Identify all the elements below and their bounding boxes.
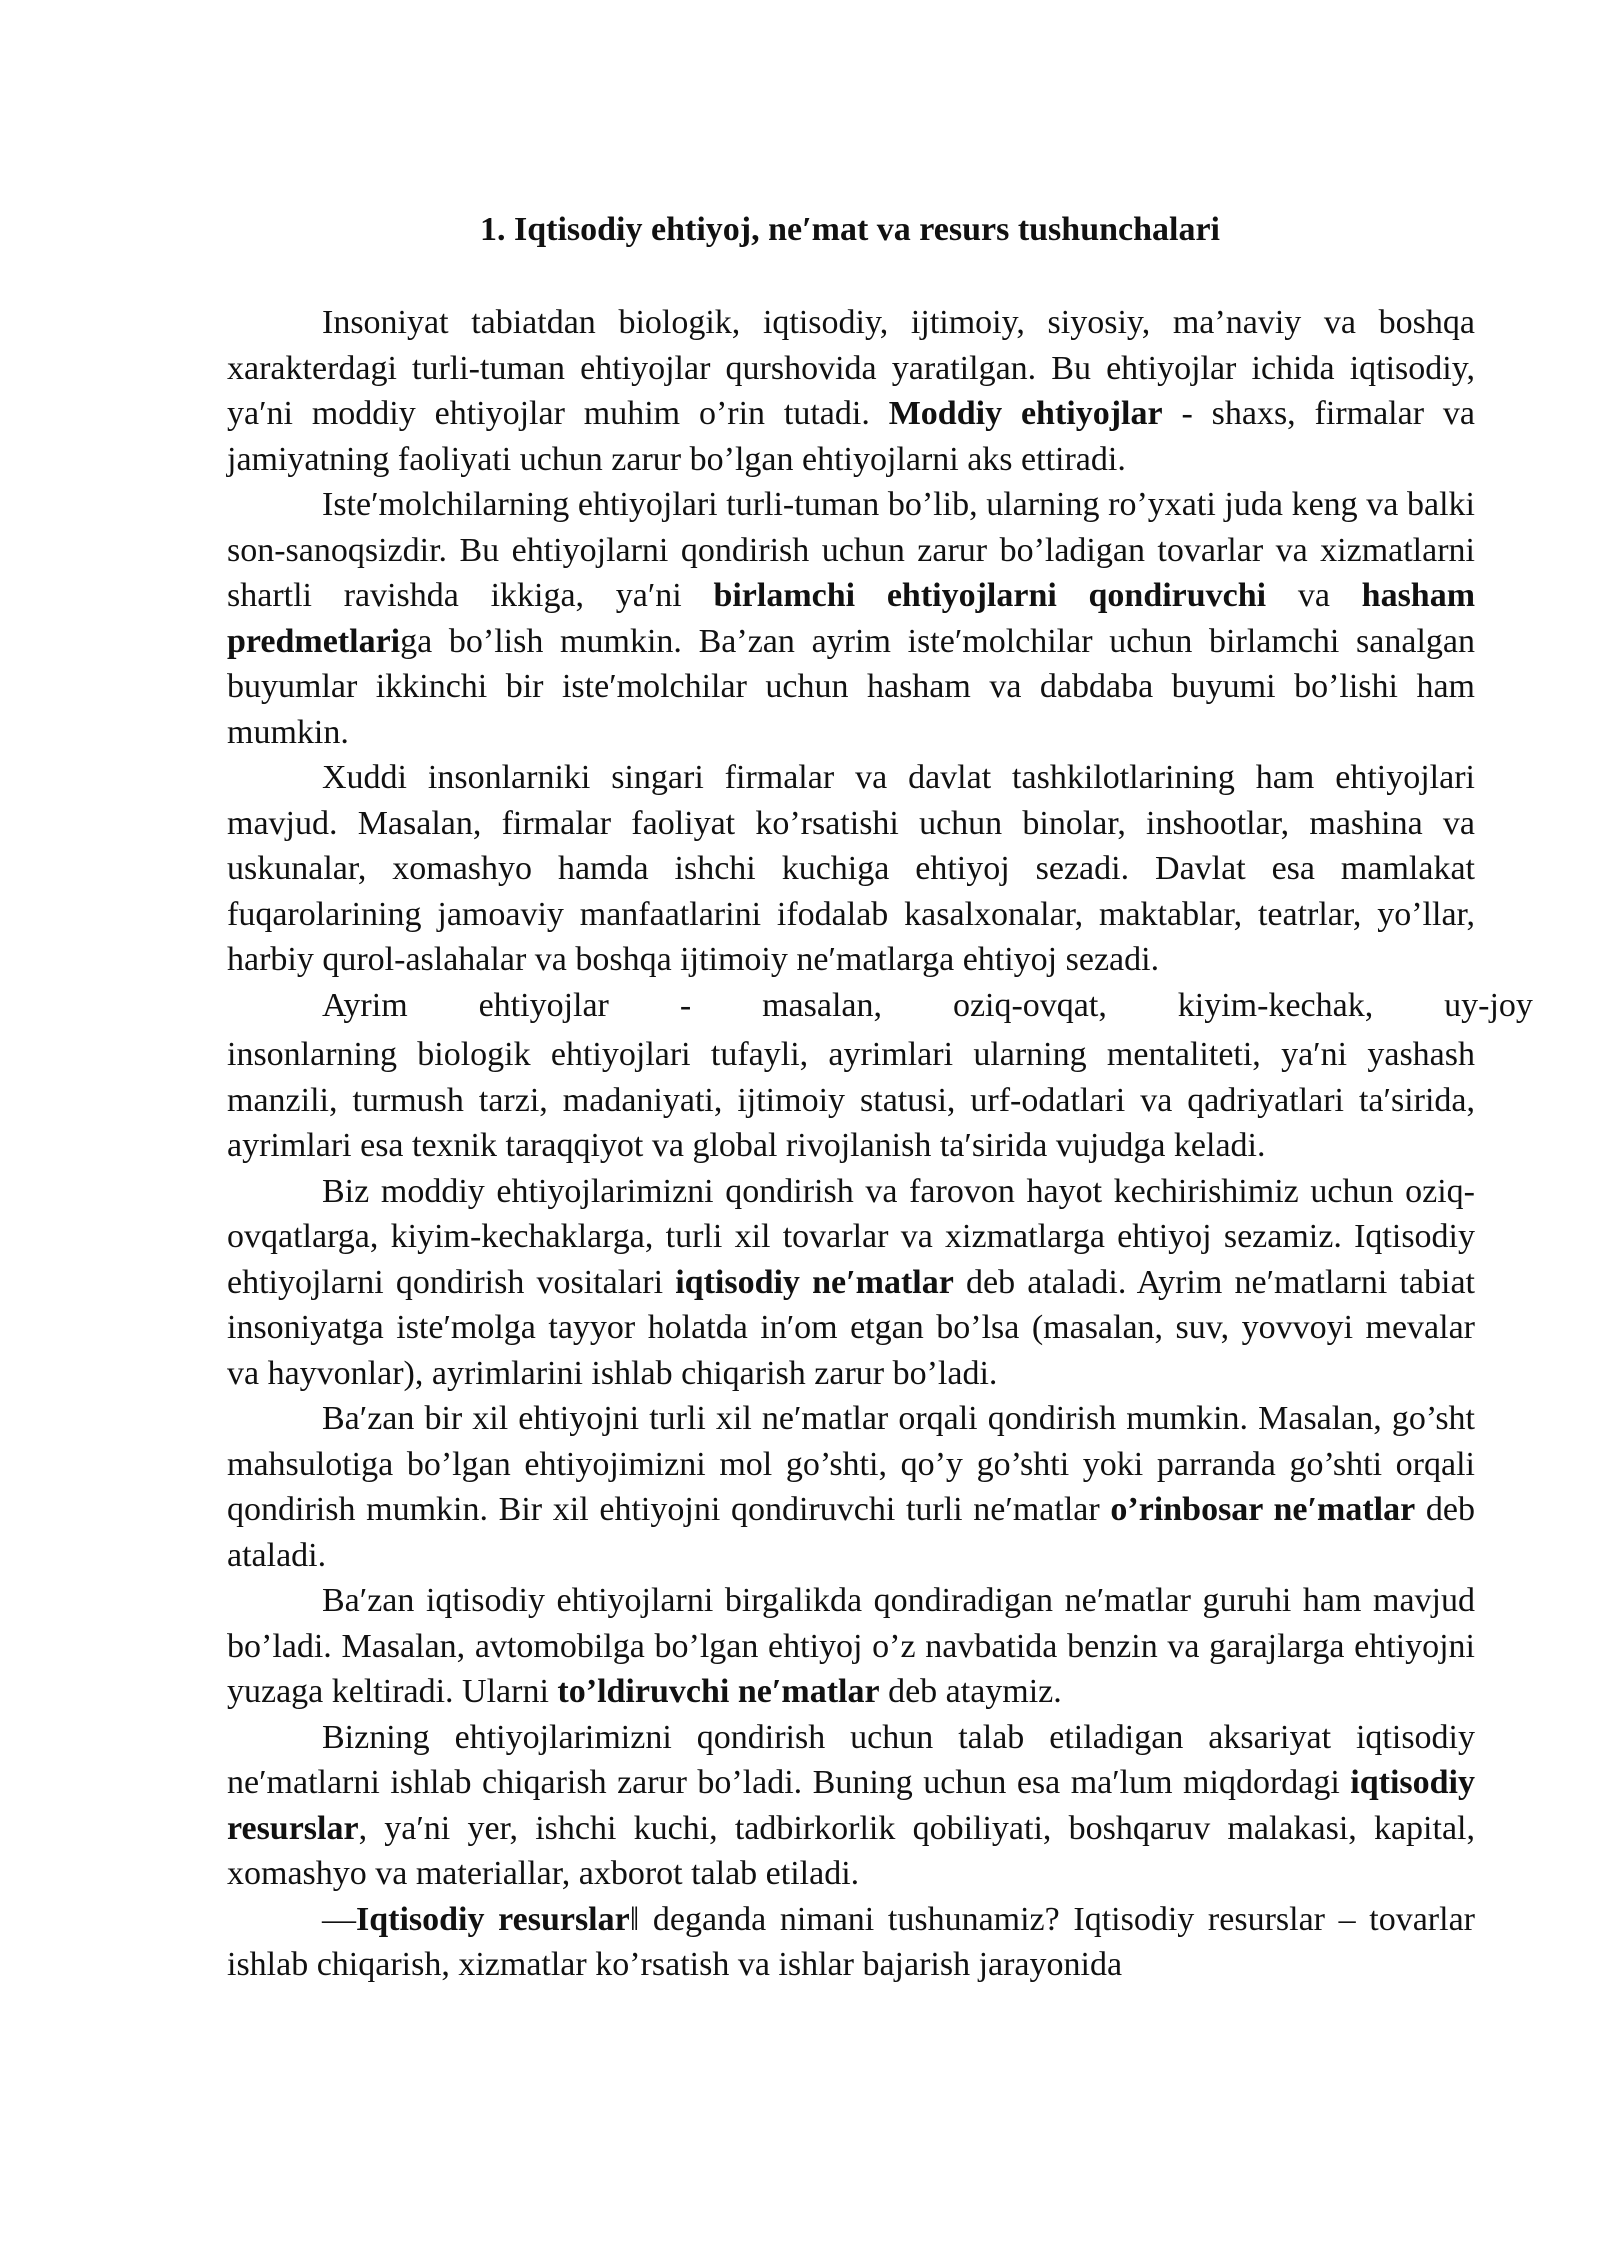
paragraph-text: deb ataladi. Ayrim ne′matlarni tabiat insoniyatga iste′molga tayyor holatda in′om etgan bo’lsa (masalan, suv, yovvoyi mevalar va hayvonlar), ayrimlarini ishlab chiqarish zarur bo’ladi.: [227, 1263, 1475, 1392]
paragraph-text: Iste′molchilarning ehtiyojlari turli-tuman bo’lib, ularning ro’yxati juda keng va balki son-sanoqsizdir. Bu ehtiyojlarni qondirish uchun zarur bo’ladigan tovarlar va xizmatlarni shartli ravishda ikkiga, ya′ni: [227, 486, 1475, 614]
paragraph-5: [227, 1169, 1475, 1397]
page-title: 1. Iqtisodiy ehtiyoj, ne′mat va resurs tushunchalari: [480, 211, 1220, 248]
word: Ayrim: [322, 986, 408, 1024]
bold-term: to’ldiruvchi ne′matlar: [557, 1673, 880, 1710]
bold-term: hasham predmetlari: [227, 577, 1476, 660]
paragraph-text: va: [1266, 577, 1362, 614]
paragraph-text: Ba′zan iqtisodiy ehtiyojlarni birgalikda qondiradigan ne′matlar guruhi ham mavjud bo’ladi. Masalan, avtomobilga bo’lgan ehtiyoj o’z navbatida benzin va garajlarga ehtiyojni yuzaga keltiradi. Ularni: [227, 1582, 1475, 1710]
word: -: [679, 986, 692, 1024]
paragraph-4-first-line: [322, 983, 1533, 1029]
paragraph-text: Ba′zan bir xil ehtiyojni turli xil ne′matlar orqali qondirish mumkin. Masalan, go’sht mahsulotiga bo’lgan ehtiyojimizni mol go’shti, qo’y go’shti yoki parranda go’shti orqali qondirish mumkin. Bir xil ehtiyojni qondiruvchi turli ne′matlar: [227, 1400, 1475, 1528]
word: ehtiyojlar: [478, 986, 609, 1024]
paragraph-text: Biz moddiy ehtiyojlarimizni qondirish va farovon hayot kechirishimiz uchun oziq-ovqatlarga, kiyim-kechaklarga, turli xil tovarlar va xizmatlarga ehtiyoj sezamiz. Iqtisodiy ehtiyojlarni qondirish vositalari: [227, 1172, 1475, 1301]
paragraph-8: [227, 1715, 1475, 1897]
word: oziq-ovqat,: [952, 986, 1107, 1024]
paragraph-9: [227, 1897, 1475, 1988]
bold-term: iqtisodiy resurslar: [227, 1764, 1475, 1847]
bold-term: Moddiy ehtiyojlar: [888, 395, 1163, 432]
paragraph-text: ga bo’lish mumkin. Ba’zan ayrim iste′molchilar uchun birlamchi sanalgan buyumlar ikkinchi bir iste′molchilar uchun hasham va dabdaba buyumi bo’lishi ham mumkin.: [227, 622, 1475, 751]
paragraph-text: - shaxs, firmalar va jamiyatning faoliyati uchun zarur bo’lgan ehtiyojlarni aks ettiradi.: [227, 395, 1475, 478]
word: masalan,: [762, 986, 882, 1024]
paragraph-text: Bizning ehtiyojlarimizni qondirish uchun talab etiladigan aksariyat iqtisodiy ne′matlarni ishlab chiqarish zarur bo’ladi. Buning uchun esa ma′lum miqdordagi: [227, 1718, 1475, 1801]
bold-term: Iqtisodiy resurslar: [356, 1900, 630, 1938]
paragraph-6: [227, 1396, 1475, 1578]
bold-term: birlamchi ehtiyojlarni qondiruvchi: [713, 577, 1267, 614]
word: kiyim-kechak,: [1177, 986, 1374, 1024]
paragraph-text: deb ataymiz.: [879, 1673, 1062, 1710]
paragraph-4-rest: insonlarning biologik ehtiyojlari tufayli, ayrimlari ularning mentaliteti, ya′ni yashash manzili, turmush tarzi, madaniyati, ijtimoiy statusi, urf-odatlari va qadriyatlari ta′sirida, ayrimlari esa texnik taraqqiyot va global rivojlanish ta′sirida vujudga keladi.: [227, 1036, 1475, 1164]
paragraph-7: [227, 1578, 1475, 1715]
paragraph-3: Xuddi insonlarniki singari firmalar va davlat tashkilotlarining ham ehtiyojlari mavjud. Masalan, firmalar faoliyat ko’rsatishi uchun binolar, inshootlar, mashina va uskunalar, xomashyo hamda ishchi kuchiga ehtiyoj sezadi. Davlat esa mamlakat fuqarolarining jamoaviy manfaatlarini ifodalab kasalxonalar, maktablar, teatrlar, yo’llar, harbiy qurol-aslahalar va boshqa ijtimoiy ne′matlarga ehtiyoj sezadi.: [227, 759, 1475, 978]
paragraph-text: ‖ deganda nimani tushunamiz? Iqtisodiy resurslar – tovarlar ishlab chiqarish, xizmatlar ko’rsatish va ishlar bajarish jarayonida: [227, 1900, 1475, 1983]
paragraph-text: —: [322, 1900, 356, 1938]
bold-term: o’rinbosar ne′matlar: [1110, 1491, 1416, 1528]
word: uy-joy: [1444, 986, 1533, 1024]
paragraph-1: [227, 300, 1475, 482]
paragraph-text: , ya′ni yer, ishchi kuchi, tadbirkorlik qobiliyati, boshqaruv malakasi, kapital, xomashyo va materiallar, axborot talab etiladi.: [227, 1809, 1475, 1892]
paragraph-2: [227, 482, 1475, 755]
bold-term: iqtisodiy ne′matlar: [675, 1263, 954, 1301]
paragraph-text: deb ataladi.: [227, 1491, 1476, 1574]
paragraph-text: Insoniyat tabiatdan biologik, iqtisodiy, ijtimoiy, siyosiy, ma’naviy va boshqa xarakterdagi turli-tuman ehtiyojlar qurshovida yaratilgan. Bu ehtiyojlar ichida iqtisodiy, ya′ni moddiy ehtiyojlar muhim o’rin tutadi.: [227, 304, 1475, 432]
